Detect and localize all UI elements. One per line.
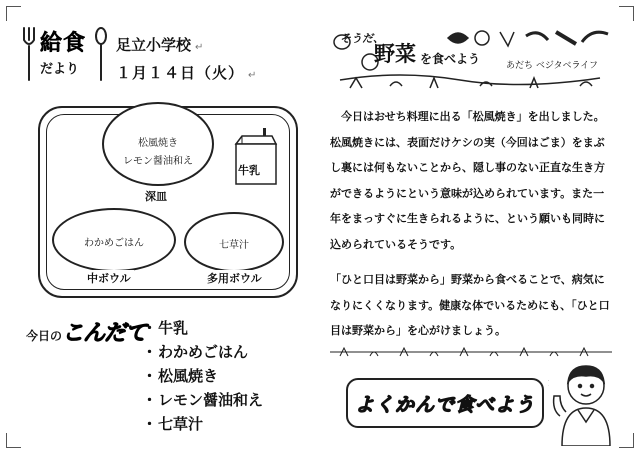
header-subtitle: あだち ベジタベライフ	[506, 61, 598, 71]
chu-bowl-label: 中ボウル	[84, 270, 134, 286]
menu-item: ・松風焼き	[142, 367, 219, 385]
slogan-box	[346, 378, 544, 428]
spoon-icon	[94, 26, 108, 82]
menu-item: ・牛乳	[142, 319, 189, 337]
dietitian-illustration-icon	[548, 356, 618, 446]
milk-carton	[232, 128, 278, 188]
article-paragraph: 今日はおせち料理に出る「松風焼き」を出しました。松風焼きには、表面だけケシの実（今回はごま）をまぶし裏には何もないことから、隠し事のない正直な生き方ができるようにという意味が込められています。また一年をまっすぐに生きられるように、という願いも同時に込められているそうです。	[330, 110, 605, 251]
fukazara-item: 松風焼き	[138, 138, 178, 149]
todays-menu-logo: 今日のこんだて	[26, 321, 147, 346]
chu-bowl	[52, 208, 176, 272]
fork-icon	[22, 26, 36, 82]
milk-label: 牛乳	[238, 164, 260, 177]
fukazara-label: 深皿	[142, 188, 170, 204]
article-body	[330, 104, 612, 344]
crop-mark	[6, 433, 21, 448]
logo-subtitle: だより	[40, 62, 80, 77]
fukazara-dish	[102, 102, 214, 186]
slogan-text: よくかんで食べよう	[354, 394, 535, 416]
milk-carton-icon	[232, 128, 278, 188]
header-title-prefix: そうだ、	[340, 32, 384, 45]
crop-mark	[6, 6, 21, 21]
crop-mark	[619, 6, 634, 21]
tayou-bowl-label: 多用ボウル	[204, 270, 265, 286]
tayou-bowl	[184, 212, 284, 272]
newsletter-logo	[22, 20, 108, 86]
logo-title: 給食	[40, 31, 87, 56]
menu-item: ・わかめごはん	[142, 343, 249, 361]
crop-mark	[619, 433, 634, 448]
school-name: 足立小学校 ↵	[116, 36, 204, 54]
menu-item: ・七草汁	[142, 415, 204, 433]
menu-item: ・レモン醤油和え	[142, 391, 264, 409]
header-title-suffix: を食べよう	[420, 52, 481, 66]
chu-bowl-item: わかめごはん	[84, 238, 144, 249]
header-title-main: 野菜	[374, 42, 416, 66]
fukazara-item: レモン醤油和え	[123, 156, 193, 167]
menu-date: １月１４日（火） ↵	[116, 64, 258, 82]
article-paragraph: 「ひと口目は野菜から」野菜から食べることで、病気になりにくくなります。健康な体でいるためにも、「ひと口目は野菜から」を心がけましょう。	[330, 273, 610, 337]
tayou-bowl-item: 七草汁	[219, 240, 249, 251]
menu-list	[142, 316, 263, 436]
